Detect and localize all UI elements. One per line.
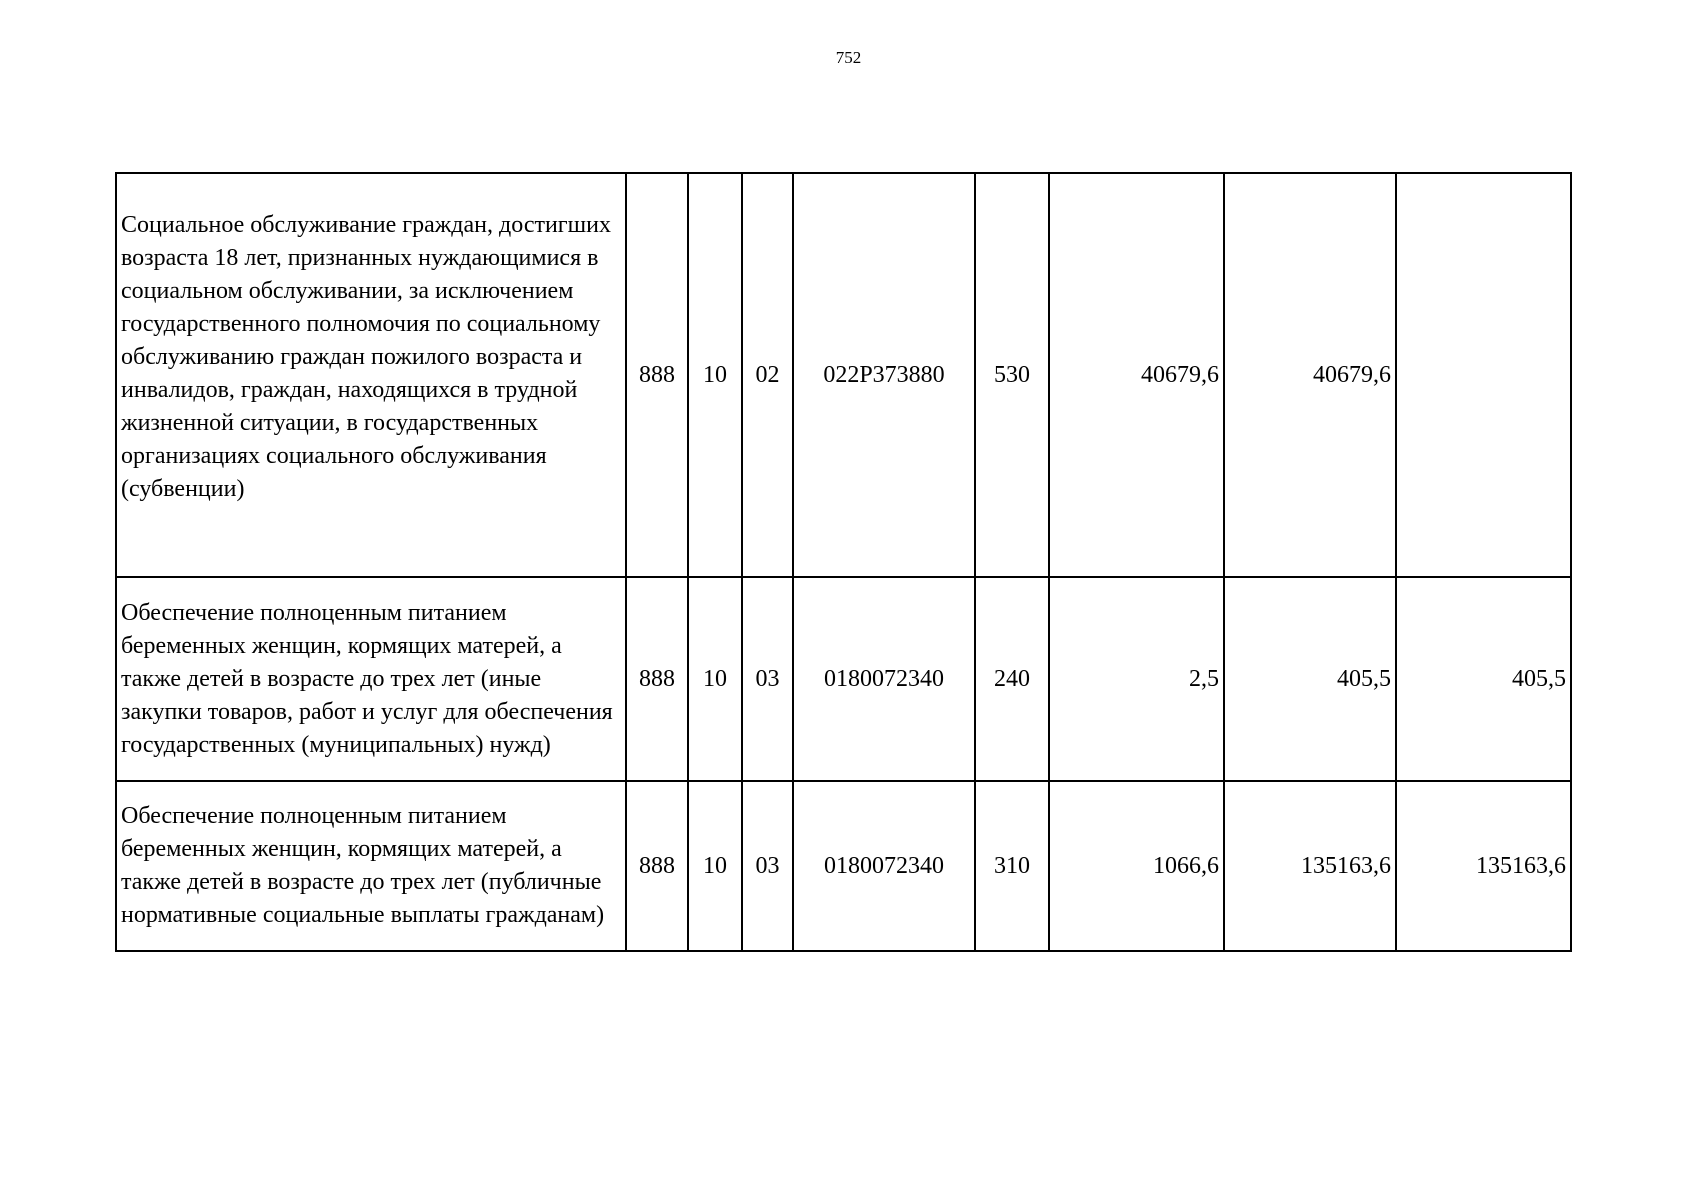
- amount-2: 405,5: [1224, 577, 1396, 781]
- ministry-code: 888: [626, 173, 688, 577]
- target-article-code: 0180072340: [793, 781, 975, 951]
- expense-type-code: 310: [975, 781, 1049, 951]
- subsection-code: 02: [742, 173, 793, 577]
- amount-3: [1396, 173, 1571, 577]
- row-description: Обеспечение полноценным питанием беременных женщин, кормящих матерей, а также детей в возрасте до трех лет (иные закупки товаров, работ и услуг для обеспечения государственных (муниципальных) нужд): [116, 577, 626, 781]
- budget-table: [115, 172, 1572, 952]
- amount-3: 135163,6: [1396, 781, 1571, 951]
- amount-3: 405,5: [1396, 577, 1571, 781]
- table-row: [116, 781, 1571, 951]
- expense-type-code: 530: [975, 173, 1049, 577]
- ministry-code: 888: [626, 577, 688, 781]
- row-description: Обеспечение полноценным питанием беременных женщин, кормящих матерей, а также детей в возрасте до трех лет (публичные нормативные социальные выплаты гражданам): [116, 781, 626, 951]
- section-code: 10: [688, 173, 742, 577]
- section-code: 10: [688, 577, 742, 781]
- table-row: [116, 577, 1571, 781]
- amount-2: 135163,6: [1224, 781, 1396, 951]
- subsection-code: 03: [742, 577, 793, 781]
- target-article-code: 022Р373880: [793, 173, 975, 577]
- page-number: 752: [835, 48, 862, 67]
- row-description: Социальное обслуживание граждан, достигших возраста 18 лет, признанных нуждающимися в социальном обслуживании, за исключением государственного полномочия по социальному обслуживанию граждан пожилого возраста и инвалидов, граждан, находящихся в трудной жизненной ситуации, в государственных организациях социального обслуживания (субвенции): [116, 173, 626, 577]
- amount-1: 40679,6: [1049, 173, 1224, 577]
- target-article-code: 0180072340: [793, 577, 975, 781]
- amount-1: 1066,6: [1049, 781, 1224, 951]
- ministry-code: 888: [626, 781, 688, 951]
- section-code: 10: [688, 781, 742, 951]
- expense-type-code: 240: [975, 577, 1049, 781]
- amount-2: 40679,6: [1224, 173, 1396, 577]
- subsection-code: 03: [742, 781, 793, 951]
- amount-1: 2,5: [1049, 577, 1224, 781]
- table-row: [116, 173, 1571, 577]
